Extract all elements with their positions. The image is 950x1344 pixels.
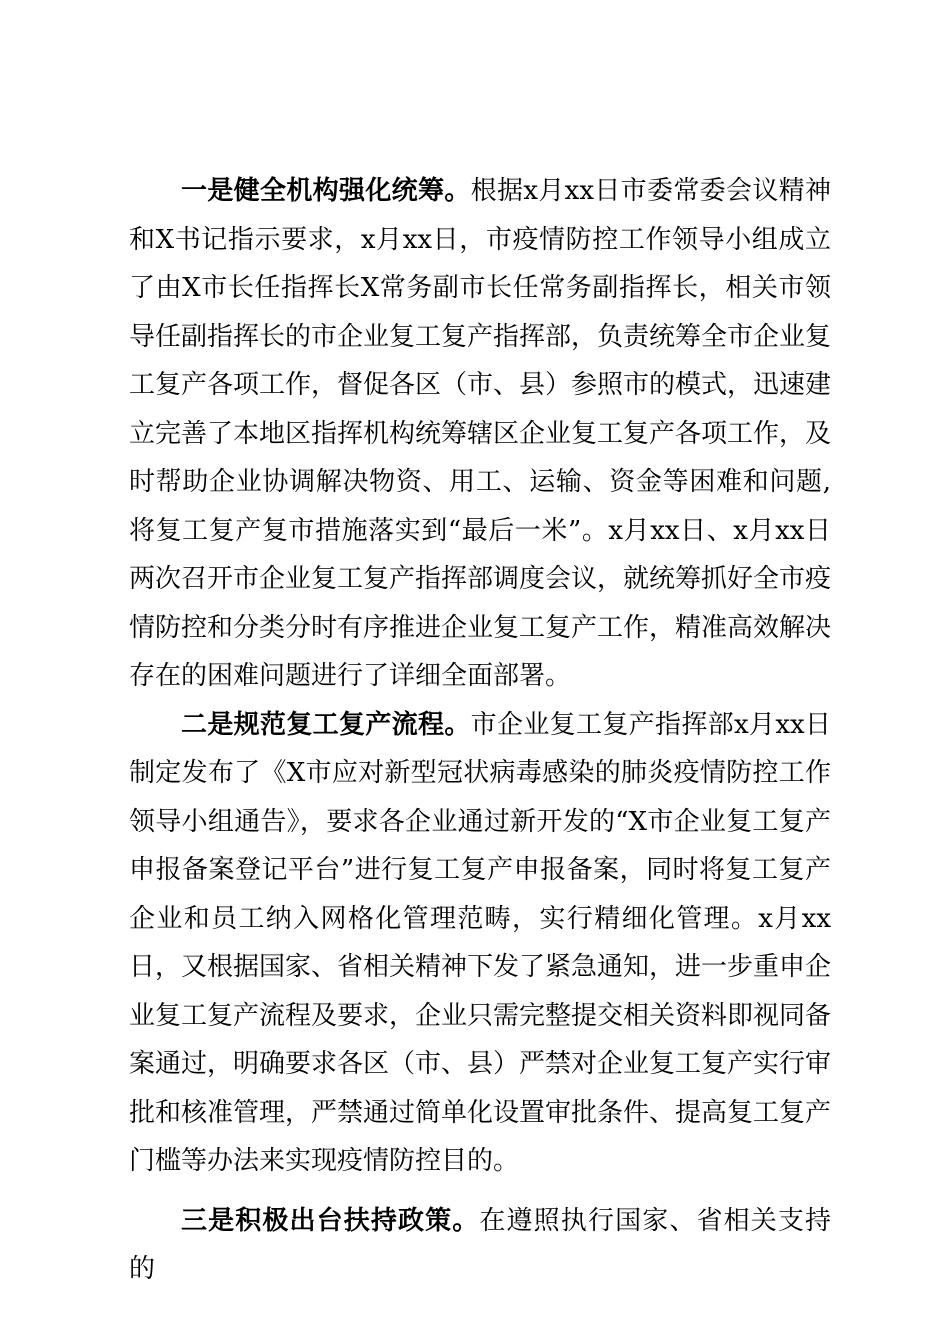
- paragraph-1: [129, 167, 831, 701]
- paragraph-1-text: 根据x月xx日市委常委会议精神和X书记指示要求，x月xx日，市疫情防控工作领导小组成立了由X市长任指挥长X常务副市长任常务副指挥长，相关市领导任副指挥长的市企业复工复产指挥部，负责统筹全市企业复工复产各项工作，督促各区（市、县）参照市的模式，迅速建立完善了本地区指挥机构统筹辖区企业复工复产各项工作，及时帮助企业协调解决物资、用工、运输、资金等困难和问题,将复工复产复市措施落实到“最后一米”。x月xx日、x月xx日两次召开市企业复工复产指挥部调度会议，就统筹抓好全市疫情防控和分类分时有序推进企业复工复产工作，精准高效解决存在的困难问题进行了详细全面部署。: [129, 176, 832, 691]
- document-body: [129, 167, 831, 1294]
- paragraph-3-text: 在遵照执行国家、省相关支持的: [129, 1205, 831, 1284]
- paragraph-1-heading: 一是健全机构强化统筹。: [181, 176, 471, 206]
- paragraph-3-heading: 三是积极出台扶持政策。: [181, 1205, 480, 1236]
- paragraph-2-heading: 二是规范复工复产流程。: [181, 709, 471, 740]
- paragraph-3: [129, 1197, 831, 1294]
- paragraph-2: [129, 701, 831, 1186]
- paragraph-2-text: 市企业复工复产指挥部x月xx日制定发布了《X市应对新型冠状病毒感染的肺炎疫情防控工作领导小组通告》，要求各企业通过新开发的“X市企业复工复产申报备案登记平台”进行复工复产申报备案，同时将复工复产企业和员工纳入网格化管理范畴，实行精细化管理。x月xx日，又根据国家、省相关精神下发了紧急通知，进一步重申企业复工复产流程及要求，企业只需完整提交相关资料即视同备案通过，明确要求各区（市、县）严禁对企业复工复产实行审批和核准管理，严禁通过简单化设置审批条件、提高复工复产门槛等办法来实现疫情防控目的。: [129, 709, 832, 1176]
